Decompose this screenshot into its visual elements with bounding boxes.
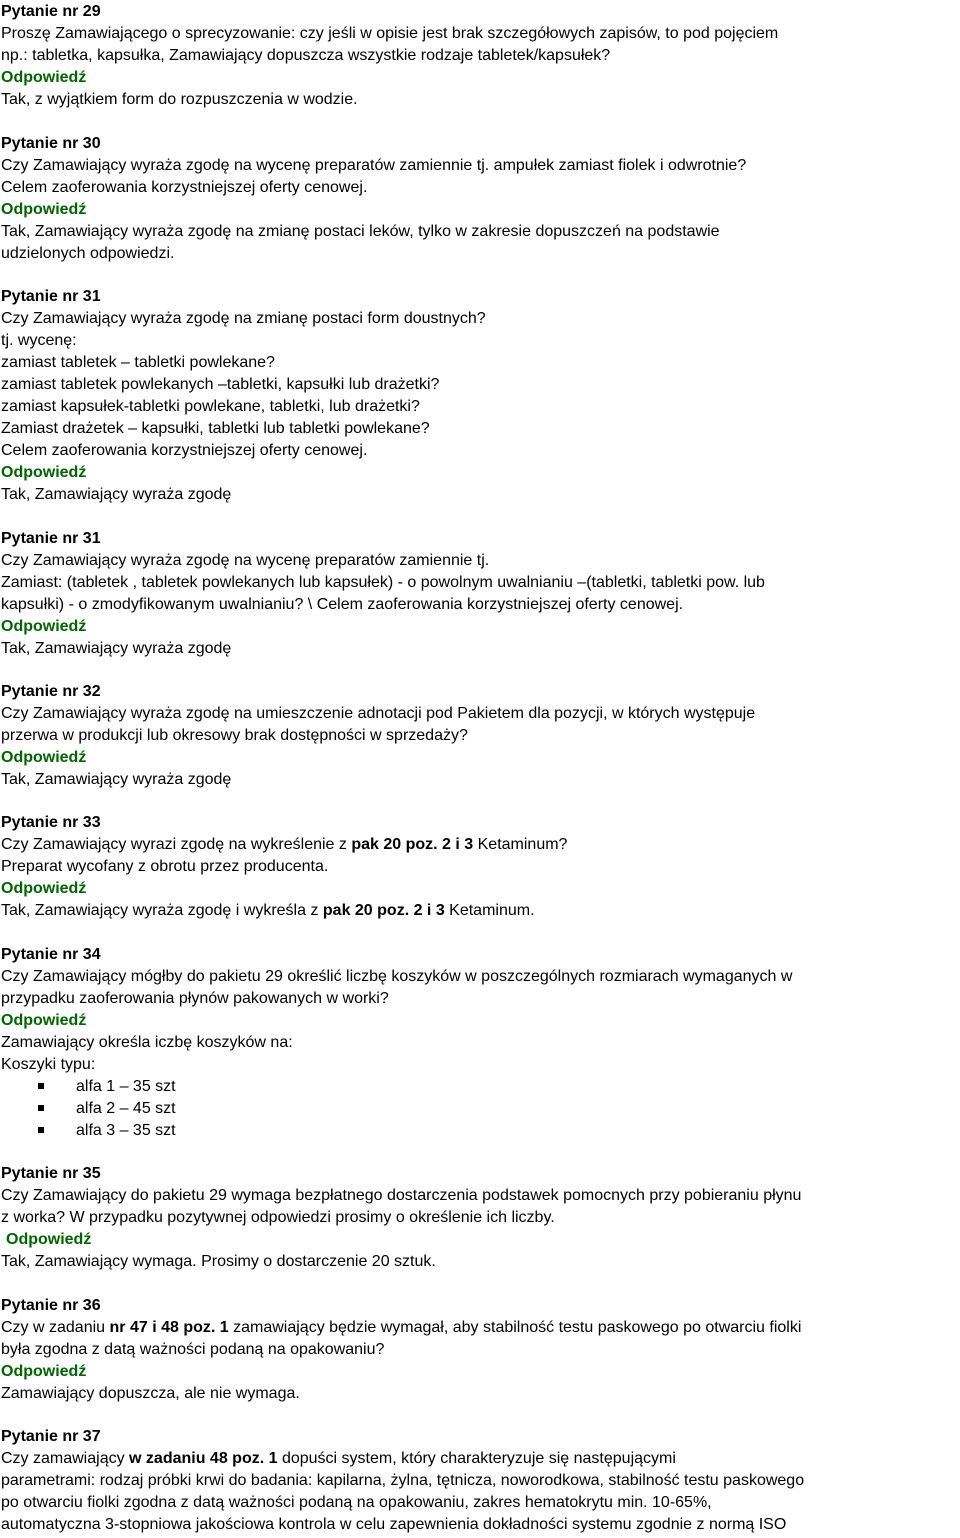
list-item: alfa 1 – 35 szt	[76, 1078, 176, 1095]
question-31-text: zamiast tabletek powlekanych –tabletki, kapsułki lub drażetki?	[1, 376, 440, 393]
question-31-text: zamiast tabletek – tabletki powlekane?	[1, 354, 275, 371]
question-37-text: po otwarciu fiolki zgodna z datą ważności podaną na opakowaniu, zakres hematokrytu min. 10-65%,	[1, 1494, 712, 1511]
question-37-title: Pytanie nr 37	[1, 1428, 101, 1445]
question-35-text: Czy Zamawiający do pakietu 29 wymaga bezpłatnego dostarczenia podstawek pomocnych przy pobieraniu płynu	[1, 1187, 802, 1204]
question-37-text	[1, 1449, 676, 1468]
text-segment: Tak, Zamawiający wyraża zgodę i wykreśla z	[1, 902, 323, 919]
answer-text: Tak, Zamawiający wyraża zgodę	[1, 486, 232, 503]
question-31-text: Zamiast: (tabletek , tabletek powlekanych lub kapsułek) - o powolnym uwalnianiu –(tabletki, tabletki pow. lub	[1, 574, 765, 591]
question-33-text: Preparat wycofany z obrotu przez producenta.	[1, 858, 329, 875]
question-33-text	[1, 835, 567, 854]
answer-text: Koszyki typu:	[1, 1056, 96, 1073]
question-29-text: np.: tabletka, kapsułka, Zamawiający dopuszcza wszystkie rodzaje tabletek/kapsułek?	[1, 47, 611, 64]
question-30-title: Pytanie nr 30	[1, 135, 101, 152]
question-31-text: Czy Zamawiający wyraża zgodę na zmianę postaci form doustnych?	[1, 310, 486, 327]
answer-label: Odpowiedź	[1, 749, 87, 766]
answer-label: Odpowiedź	[1, 464, 87, 481]
answer-text: Zamawiający określa iczbę koszyków na:	[1, 1034, 293, 1051]
question-31-title: Pytanie nr 31	[1, 288, 101, 305]
question-31-text: Zamiast drażetek – kapsułki, tabletki lub tabletki powlekane?	[1, 420, 430, 437]
text-segment: Ketaminum.	[444, 902, 535, 919]
answer-text: Tak, Zamawiający wyraża zgodę	[1, 771, 232, 788]
answer-label: Odpowiedź	[1, 880, 87, 897]
bold-reference: nr 47 i 48 poz. 1	[109, 1319, 229, 1336]
question-30-text: Czy Zamawiający wyraża zgodę na wycenę preparatów zamiennie tj. ampułek zamiast fiolek i odwrotnie?	[1, 157, 747, 174]
list-item: alfa 2 – 45 szt	[76, 1100, 176, 1117]
text-segment: dopuści system, który charakteryzuje się następującymi	[277, 1450, 676, 1467]
answer-text: Zamawiający dopuszcza, ale nie wymaga.	[1, 1385, 300, 1402]
answer-text: Tak, Zamawiający wyraża zgodę na zmianę postaci leków, tylko w zakresie dopuszczeń na podstawie	[1, 223, 720, 240]
answer-label: Odpowiedź	[1, 618, 87, 635]
answer-text: udzielonych odpowiedzi.	[1, 245, 175, 262]
bold-reference: w zadaniu 48 poz. 1	[129, 1450, 278, 1467]
question-37-text: parametrami: rodzaj próbki krwi do badania: kapilarna, żylna, tętnicza, noworodkowa, stabilność testu paskowego	[1, 1472, 805, 1489]
question-36-text: była zgodna z datą ważności podaną na opakowaniu?	[1, 1341, 385, 1358]
question-36-text	[1, 1318, 801, 1337]
text-segment: Czy Zamawiający wyrazi zgodę na wykreślenie z	[1, 836, 352, 853]
text-segment: zamawiający będzie wymagał, aby stabilność testu paskowego po otwarciu fiolki	[228, 1319, 802, 1336]
question-31-text: zamiast kapsułek-tabletki powlekane, tabletki, lub drażetki?	[1, 398, 420, 415]
answer-label: Odpowiedź	[1, 1012, 87, 1029]
answer-label: Odpowiedź	[6, 1231, 92, 1248]
answer-label: Odpowiedź	[1, 69, 87, 86]
question-32-text: Czy Zamawiający wyraża zgodę na umieszczenie adnotacji pod Pakietem dla pozycji, w których występuje	[1, 705, 756, 722]
question-31-text: tj. wycenę:	[1, 332, 77, 349]
question-32-title: Pytanie nr 32	[1, 683, 101, 700]
list-item: alfa 3 – 35 szt	[76, 1122, 176, 1139]
answer-text: Tak, Zamawiający wyraża zgodę	[1, 640, 232, 657]
text-segment: Ketaminum?	[473, 836, 568, 853]
bold-reference: pak 20 poz. 2 i 3	[322, 902, 445, 919]
question-35-title: Pytanie nr 35	[1, 1165, 101, 1182]
question-34-text: przypadku zaoferowania płynów pakowanych w worki?	[1, 990, 389, 1007]
text-segment: Czy w zadaniu	[1, 1319, 110, 1336]
answer-text	[1, 901, 535, 920]
question-31-text: Celem zaoferowania korzystniejszej oferty cenowej.	[1, 442, 368, 459]
question-31-text: kapsułki) - o zmodyfikowanym uwalnianiu? \ Celem zaoferowania korzystniejszej oferty cenowej.	[1, 596, 684, 613]
question-33-title: Pytanie nr 33	[1, 814, 101, 831]
answer-text: Tak, Zamawiający wymaga. Prosimy o dostarczenie 20 sztuk.	[1, 1253, 436, 1270]
question-34-text: Czy Zamawiający mógłby do pakietu 29 określić liczbę koszyków w poszczególnych rozmiarach wymaganych w	[1, 968, 793, 985]
square-bullet-icon	[38, 1105, 44, 1111]
question-31-title: Pytanie nr 31	[1, 530, 101, 547]
text-segment: Czy zamawiający	[1, 1450, 130, 1467]
square-bullet-icon	[38, 1127, 44, 1133]
question-31-text: Czy Zamawiający wyraża zgodę na wycenę preparatów zamiennie tj.	[1, 552, 490, 569]
answer-label: Odpowiedź	[1, 201, 87, 218]
question-35-text: z worka? W przypadku pozytywnej odpowiedzi prosimy o określenie ich liczby.	[1, 1209, 555, 1226]
question-32-text: przerwa w produkcji lub okresowy brak dostępności w sprzedaży?	[1, 727, 468, 744]
question-29-text: Proszę Zamawiającego o sprecyzowanie: czy jeśli w opisie jest brak szczegółowych zapisów, to pod pojęciem	[1, 25, 779, 42]
question-34-title: Pytanie nr 34	[1, 946, 101, 963]
answer-text: Tak, z wyjątkiem form do rozpuszczenia w wodzie.	[1, 91, 358, 108]
square-bullet-icon	[38, 1083, 44, 1089]
question-30-text: Celem zaoferowania korzystniejszej oferty cenowej.	[1, 179, 368, 196]
question-37-text: automatyczna 3-stopniowa jakościowa kontrola w celu zapewnienia dokładności systemu zgodnie z normą ISO	[1, 1516, 787, 1533]
answer-label: Odpowiedź	[1, 1363, 87, 1380]
bold-reference: pak 20 poz. 2 i 3	[351, 836, 474, 853]
question-36-title: Pytanie nr 36	[1, 1297, 101, 1314]
question-29-title: Pytanie nr 29	[1, 3, 101, 20]
